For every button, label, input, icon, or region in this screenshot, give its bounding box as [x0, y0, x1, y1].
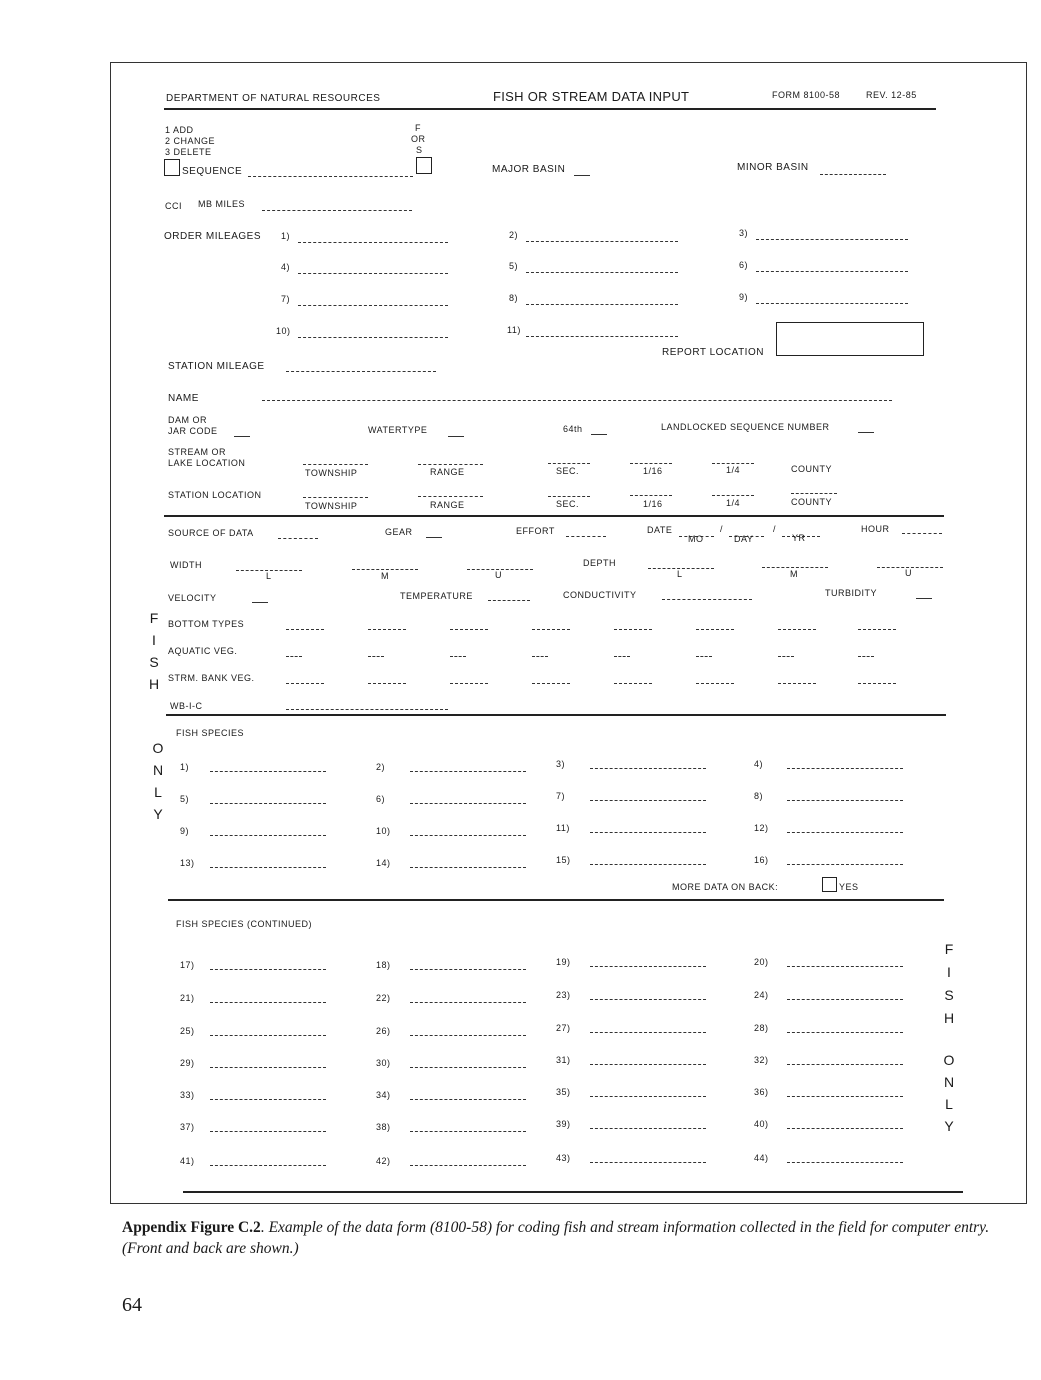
side-letter: F [944, 941, 954, 957]
bottom-types-label: BOTTOM TYPES [168, 619, 245, 629]
or-label: OR [411, 134, 426, 144]
width-u-field[interactable] [467, 560, 533, 570]
fish-species-cont-field[interactable] [410, 1058, 526, 1068]
fish-species-cont-field[interactable] [787, 1119, 903, 1129]
sequence-label: SEQUENCE [182, 166, 243, 177]
fish-species-cont-field[interactable] [590, 957, 706, 967]
side-letter: L [154, 784, 162, 800]
fish-species-field[interactable] [210, 826, 326, 836]
order-mileage-field[interactable] [298, 295, 448, 306]
yr-label: YR [792, 533, 806, 543]
fish-species-cont-number: 34) [376, 1090, 391, 1100]
bottom-type-field[interactable] [450, 620, 488, 630]
aquatic-veg-label: AQUATIC VEG. [168, 646, 238, 656]
fish-species-field[interactable] [210, 762, 326, 772]
side-letter: O [152, 740, 164, 756]
location-rule [164, 515, 944, 517]
bank-veg-field[interactable] [858, 674, 896, 684]
wbic-label: WB-I-C [170, 701, 203, 711]
conductivity-label: CONDUCTIVITY [563, 590, 637, 600]
order-mileage-number: 5) [509, 261, 519, 271]
fish-species-cont-field[interactable] [410, 960, 526, 970]
mb-miles-label: MB MILES [198, 199, 246, 209]
fish-species-number: 15) [556, 855, 571, 865]
station-township-field[interactable] [303, 488, 368, 498]
aquatic-veg-field[interactable] [532, 647, 548, 657]
fish-species-number: 2) [376, 762, 386, 772]
fish-species-number: 7) [556, 791, 566, 801]
width-u-label: U [495, 570, 502, 580]
minor-basin-label: MINOR BASIN [737, 162, 809, 173]
sequence-field[interactable] [248, 166, 413, 177]
order-mileage-number: 6) [739, 260, 749, 270]
fish-species-cont-number: 30) [376, 1058, 391, 1068]
fish-species-cont-field[interactable] [410, 1122, 526, 1132]
fish-species-cont-number: 29) [180, 1058, 195, 1068]
depth-l-label: L [677, 569, 683, 579]
side-letter: N [152, 762, 164, 778]
side-letter: S [149, 654, 159, 670]
fish-species-field[interactable] [410, 762, 526, 772]
bank-veg-field[interactable] [532, 674, 570, 684]
cci-label: CCI [165, 201, 182, 211]
order-mileage-field[interactable] [526, 326, 678, 337]
order-mileage-number: 9) [739, 292, 749, 302]
form-title: FISH OR STREAM DATA INPUT [493, 89, 690, 104]
name-field[interactable] [262, 390, 892, 401]
fish-species-cont-field[interactable] [210, 1090, 326, 1100]
date-day-field-sep: / [720, 524, 724, 534]
fish-species-cont-field[interactable] [590, 1119, 706, 1129]
fish-species-cont-number: 33) [180, 1090, 195, 1100]
temperature-field[interactable] [488, 591, 530, 601]
fish-species-cont-number: 26) [376, 1026, 391, 1036]
station-mileage-field[interactable] [286, 361, 436, 372]
fish-species-cont-number: 35) [556, 1087, 571, 1097]
side-letter: O [943, 1052, 955, 1068]
bottom-type-field[interactable] [614, 620, 652, 630]
caption-label: Appendix Figure C.2 [122, 1219, 261, 1236]
bottom-type-field[interactable] [532, 620, 570, 630]
depth-u-field[interactable] [877, 558, 943, 568]
stream-or-label: STREAM OR [168, 447, 227, 457]
bank-veg-field[interactable] [778, 674, 816, 684]
aquatic-veg-field[interactable] [696, 647, 712, 657]
aquatic-veg-field[interactable] [614, 647, 630, 657]
order-mileage-field[interactable] [298, 263, 448, 274]
station-sixteenth-field[interactable] [630, 486, 672, 496]
lake-range-field[interactable] [418, 455, 483, 465]
report-location-box[interactable] [776, 322, 924, 356]
bank-veg-field[interactable] [286, 674, 324, 684]
fish-species-cont-field[interactable] [787, 1153, 903, 1163]
mo-label: MO [688, 534, 704, 544]
source-of-data-label: SOURCE OF DATA [168, 528, 254, 538]
fish-rule [168, 899, 944, 901]
fish-species-field[interactable] [787, 759, 903, 769]
fish-species-field[interactable] [410, 858, 526, 868]
dam-or-label: DAM OR [168, 415, 207, 425]
order-mileages-label: ORDER MILEAGES [164, 231, 262, 242]
s-label: S [416, 145, 423, 155]
fish-species-cont-number: 20) [754, 957, 769, 967]
page-number: 64 [122, 1294, 142, 1316]
fish-species-cont-field[interactable] [210, 1058, 326, 1068]
bottom-type-field[interactable] [778, 620, 816, 630]
day-label: DAY [734, 534, 754, 544]
fish-species-continued-label: FISH SPECIES (CONTINUED) [176, 919, 313, 929]
fish-species-cont-number: 28) [754, 1023, 769, 1033]
conductivity-field[interactable] [662, 590, 752, 600]
side-letter: I [947, 964, 951, 980]
form-number: FORM 8100-58 [772, 90, 841, 100]
gear-label: GEAR [385, 527, 413, 537]
minor-basin-field[interactable] [820, 164, 886, 175]
gear-field[interactable] [426, 528, 442, 538]
order-mileage-number: 11) [507, 325, 521, 335]
fish-species-label: FISH SPECIES [176, 728, 245, 738]
side-letter: N [943, 1074, 955, 1090]
fish-species-field[interactable] [590, 823, 706, 833]
depth-l-field[interactable] [648, 559, 714, 569]
lake-sec-field[interactable] [548, 454, 590, 464]
depth-label: DEPTH [583, 558, 617, 568]
more-data-yes-checkbox[interactable] [822, 877, 837, 892]
habitat-rule [166, 714, 946, 716]
fish-species-cont-number: 40) [754, 1119, 769, 1129]
fish-species-cont-field[interactable] [590, 1153, 706, 1163]
fish-species-field[interactable] [210, 794, 326, 804]
fish-species-cont-field[interactable] [590, 1087, 706, 1097]
sixteenth-label: 1/16 [643, 499, 663, 509]
jar-code-label: JAR CODE [168, 426, 218, 436]
fish-species-cont-number: 41) [180, 1156, 195, 1166]
fish-species-field[interactable] [210, 858, 326, 868]
fish-species-field[interactable] [410, 826, 526, 836]
station-mileage-label: STATION MILEAGE [168, 361, 265, 372]
f-label: F [415, 123, 421, 133]
order-mileage-number: 4) [281, 262, 291, 272]
aquatic-veg-field[interactable] [286, 647, 302, 657]
fish-species-cont-number: 27) [556, 1023, 571, 1033]
fish-species-cont-number: 22) [376, 993, 391, 1003]
side-letter: Y [153, 806, 163, 822]
action-code-checkbox[interactable] [164, 159, 180, 176]
fish-species-cont-number: 25) [180, 1026, 195, 1036]
depth-m-field[interactable] [762, 558, 828, 568]
fish-species-cont-field[interactable] [210, 993, 326, 1003]
width-l-field[interactable] [236, 561, 302, 571]
watertype-label: WATERTYPE [368, 425, 428, 435]
source-of-data-field[interactable] [278, 529, 318, 539]
fish-species-number: 5) [180, 794, 190, 804]
temperature-label: TEMPERATURE [400, 591, 473, 601]
order-mileage-field[interactable] [526, 294, 678, 305]
fish-species-cont-field[interactable] [210, 1122, 326, 1132]
depth-u-label: U [905, 568, 912, 578]
fish-species-field[interactable] [787, 855, 903, 865]
landlocked-field[interactable] [858, 422, 874, 433]
yes-label: YES [839, 882, 859, 892]
hour-label: HOUR [861, 524, 890, 534]
fish-species-cont-number: 19) [556, 957, 571, 967]
fish-species-number: 13) [180, 858, 195, 868]
fish-species-field[interactable] [590, 791, 706, 801]
fish-species-cont-number: 39) [556, 1119, 571, 1129]
width-m-field[interactable] [352, 560, 418, 570]
fish-species-field[interactable] [410, 794, 526, 804]
aquatic-veg-field[interactable] [368, 647, 384, 657]
bottom-type-field[interactable] [286, 620, 324, 630]
fish-species-cont-field[interactable] [787, 990, 903, 1000]
fish-species-field[interactable] [590, 759, 706, 769]
order-mileage-number: 2) [509, 230, 519, 240]
fish-species-cont-number: 38) [376, 1122, 391, 1132]
township-label: TOWNSHIP [305, 468, 358, 478]
fish-species-number: 4) [754, 759, 764, 769]
side-letter: L [945, 1096, 953, 1112]
fish-species-cont-number: 43) [556, 1153, 571, 1163]
name-label: NAME [168, 393, 199, 404]
date-label: DATE [647, 525, 673, 535]
turbidity-label: TURBIDITY [825, 588, 878, 598]
fish-species-cont-field[interactable] [787, 1055, 903, 1065]
form-revision: REV. 12-85 [866, 90, 917, 100]
velocity-label: VELOCITY [168, 593, 217, 603]
fish-species-number: 1) [180, 762, 190, 772]
sixteenth-label: 1/16 [643, 466, 663, 476]
header-rule [164, 108, 936, 110]
fish-species-cont-number: 42) [376, 1156, 391, 1166]
order-mileage-number: 10) [276, 326, 291, 336]
fish-species-cont-field[interactable] [410, 993, 526, 1003]
width-label: WIDTH [170, 560, 202, 570]
major-basin-label: MAJOR BASIN [492, 164, 566, 175]
fish-species-cont-field[interactable] [787, 1087, 903, 1097]
more-data-label: MORE DATA ON BACK: [672, 882, 779, 892]
station-location-label: STATION LOCATION [168, 490, 262, 500]
lake-quarter-field[interactable] [712, 454, 754, 464]
fish-species-cont-number: 32) [754, 1055, 769, 1065]
jar-code-field[interactable] [234, 426, 250, 437]
side-letter: H [148, 676, 160, 692]
side-letter: H [943, 1010, 955, 1026]
bottom-type-field[interactable] [696, 620, 734, 630]
sixty-fourth-field[interactable] [591, 424, 607, 435]
effort-label: EFFORT [516, 526, 555, 536]
quarter-label: 1/4 [726, 498, 741, 508]
fish-species-cont-field[interactable] [410, 1156, 526, 1166]
effort-field[interactable] [566, 527, 606, 537]
fish-species-number: 11) [556, 823, 570, 833]
township-label: TOWNSHIP [305, 501, 358, 511]
fish-species-cont-field[interactable] [787, 1023, 903, 1033]
depth-m-label: M [790, 569, 798, 579]
side-letter: F [149, 610, 159, 626]
range-label: RANGE [430, 467, 465, 477]
fish-species-cont-number: 23) [556, 990, 571, 1000]
hour-field[interactable] [902, 524, 942, 534]
fish-species-cont-number: 24) [754, 990, 769, 1000]
velocity-field[interactable] [252, 593, 268, 603]
side-letter: S [944, 987, 954, 1003]
landlocked-label: LANDLOCKED SEQUENCE NUMBER [661, 422, 830, 432]
action-code-change: 2 CHANGE [165, 136, 216, 146]
major-basin-field[interactable] [574, 165, 590, 176]
station-range-field[interactable] [418, 487, 483, 497]
fish-species-cont-field[interactable] [210, 1026, 326, 1036]
caption-text: . Example of the data form (8100-58) for coding fish and stream information collected in the field for computer entry. (Front and back are shown.) [122, 1219, 990, 1257]
fish-species-cont-field[interactable] [210, 960, 326, 970]
lake-location-label: LAKE LOCATION [168, 458, 246, 468]
sec-label: SEC. [556, 499, 580, 509]
fish-species-cont-field[interactable] [590, 1023, 706, 1033]
fish-species-number: 10) [376, 826, 391, 836]
bank-veg-field[interactable] [450, 674, 488, 684]
fish-species-number: 6) [376, 794, 386, 804]
fish-species-cont-number: 31) [556, 1055, 571, 1065]
fish-species-cont-field[interactable] [590, 1055, 706, 1065]
bottom-rule [183, 1191, 963, 1193]
side-letter: Y [944, 1118, 954, 1134]
fish-species-number: 14) [376, 858, 391, 868]
fish-species-cont-field[interactable] [590, 990, 706, 1000]
f-or-s-checkbox[interactable] [416, 157, 432, 174]
fish-species-cont-number: 18) [376, 960, 391, 970]
date-year-field-sep: / [773, 524, 777, 534]
side-letter: I [152, 632, 156, 648]
strm-bank-veg-label: STRM. BANK VEG. [168, 673, 255, 683]
fish-species-cont-number: 21) [180, 993, 195, 1003]
fish-species-cont-field[interactable] [410, 1090, 526, 1100]
lake-sixteenth-field[interactable] [630, 454, 672, 464]
order-mileage-field[interactable] [526, 231, 678, 242]
county-label: COUNTY [791, 464, 832, 474]
report-location-label: REPORT LOCATION [662, 347, 764, 358]
width-m-label: M [381, 571, 389, 581]
order-mileage-field[interactable] [756, 293, 908, 304]
station-county-field[interactable] [791, 484, 837, 494]
order-mileage-number: 8) [509, 293, 519, 303]
fish-species-cont-field[interactable] [787, 957, 903, 967]
fish-species-field[interactable] [787, 823, 903, 833]
order-mileage-field[interactable] [298, 327, 448, 338]
aquatic-veg-field[interactable] [778, 647, 794, 657]
figure-caption [122, 1217, 1002, 1259]
bottom-type-field[interactable] [368, 620, 406, 630]
order-mileage-number: 7) [281, 294, 291, 304]
order-mileage-field[interactable] [756, 261, 908, 272]
fish-species-field[interactable] [590, 855, 706, 865]
sixty-fourth-label: 64th [563, 424, 583, 434]
aquatic-veg-field[interactable] [858, 647, 874, 657]
bank-veg-field[interactable] [696, 674, 734, 684]
fish-species-number: 8) [754, 791, 764, 801]
bank-veg-field[interactable] [368, 674, 406, 684]
order-mileage-field[interactable] [756, 229, 908, 240]
order-mileage-field[interactable] [298, 232, 448, 243]
sec-label: SEC. [556, 466, 580, 476]
bottom-type-field[interactable] [858, 620, 896, 630]
order-mileage-number: 1) [281, 231, 291, 241]
range-label: RANGE [430, 500, 465, 510]
bank-veg-field[interactable] [614, 674, 652, 684]
lake-township-field[interactable] [303, 455, 368, 465]
station-sec-field[interactable] [548, 487, 590, 497]
fish-species-field[interactable] [787, 791, 903, 801]
fish-species-cont-number: 36) [754, 1087, 769, 1097]
turbidity-field[interactable] [916, 589, 932, 599]
fish-species-cont-number: 44) [754, 1153, 769, 1163]
county-label: COUNTY [791, 497, 832, 507]
wbic-field[interactable] [286, 700, 448, 710]
fish-species-number: 3) [556, 759, 566, 769]
quarter-label: 1/4 [726, 465, 741, 475]
fish-species-number: 12) [754, 823, 769, 833]
watertype-field[interactable] [448, 426, 464, 437]
fish-species-number: 16) [754, 855, 769, 865]
fish-species-number: 9) [180, 826, 190, 836]
mb-miles-field[interactable] [262, 200, 412, 211]
action-code-delete: 3 DELETE [165, 147, 212, 157]
order-mileage-number: 3) [739, 228, 749, 238]
width-l-label: L [266, 571, 272, 581]
fish-species-cont-field[interactable] [210, 1156, 326, 1166]
fish-species-cont-number: 17) [180, 960, 195, 970]
action-code-add: 1 ADD [165, 125, 194, 135]
department-label: DEPARTMENT OF NATURAL RESOURCES [166, 93, 381, 104]
station-quarter-field[interactable] [712, 486, 754, 496]
aquatic-veg-field[interactable] [450, 647, 466, 657]
order-mileage-field[interactable] [526, 262, 678, 273]
fish-species-cont-field[interactable] [410, 1026, 526, 1036]
fish-species-cont-number: 37) [180, 1122, 195, 1132]
